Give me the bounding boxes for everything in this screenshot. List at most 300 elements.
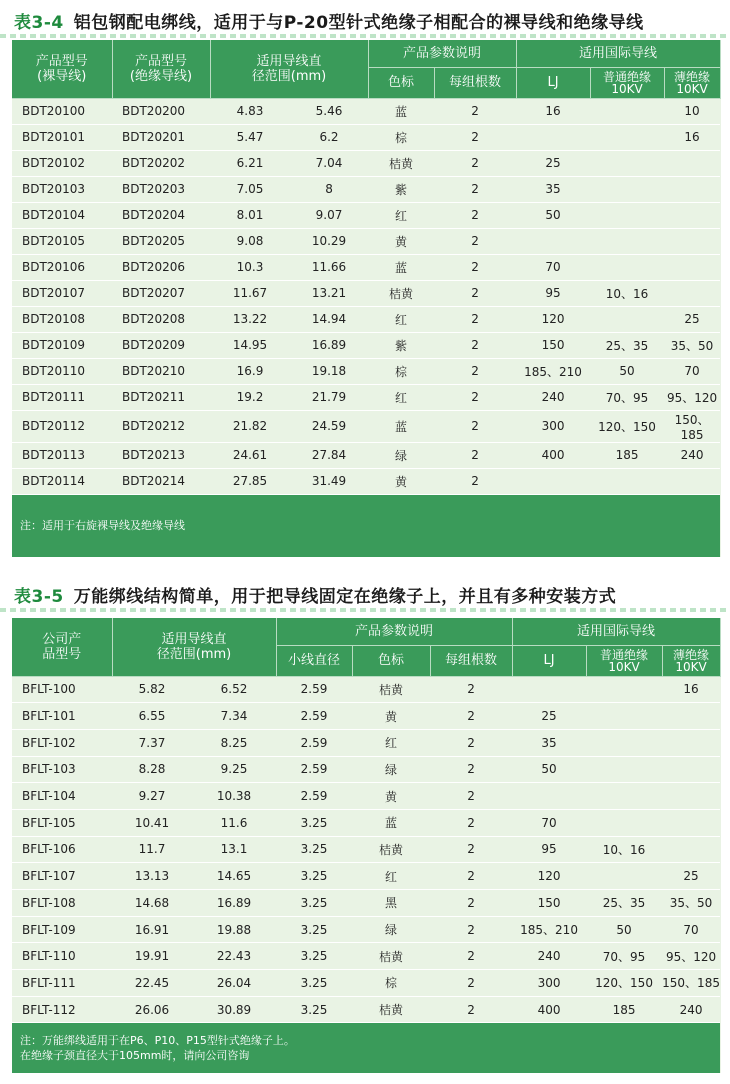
- normal-insulation-cell: [586, 809, 662, 836]
- model-insulated-cell: BDT20214: [112, 468, 210, 494]
- model-bare-cell: BDT20104: [12, 202, 112, 228]
- model-bare-cell: BDT20106: [12, 254, 112, 280]
- thin-insulation-cell: [662, 783, 720, 810]
- diameter-max-cell: 14.65: [192, 863, 276, 890]
- thin-insulation-cell: 70: [664, 358, 720, 384]
- thin-insulation-cell: [662, 703, 720, 730]
- model-cell: BFLT-110: [12, 943, 112, 970]
- thin-insulation-cell: [662, 729, 720, 756]
- header-normal-insulation: 普通绝缘 10KV: [590, 67, 664, 98]
- diameter-max-cell: 26.04: [192, 970, 276, 997]
- table-row: [12, 729, 720, 756]
- thin-insulation-cell: [662, 809, 720, 836]
- model-bare-cell: BDT20103: [12, 176, 112, 202]
- table-row: [12, 809, 720, 836]
- diameter-max-cell: 10.38: [192, 783, 276, 810]
- model-cell: BFLT-105: [12, 809, 112, 836]
- count-cell: 2: [434, 442, 516, 468]
- wire-diameter-cell: 2.59: [276, 783, 352, 810]
- color-cell: 蓝: [352, 809, 430, 836]
- lj-cell: 300: [516, 410, 590, 442]
- normal-insulation-cell: [586, 756, 662, 783]
- normal-insulation-cell: [590, 176, 664, 202]
- table-row: [12, 468, 720, 494]
- color-cell: 棕: [368, 124, 434, 150]
- header-intl: 适用国际导线: [516, 40, 720, 67]
- color-cell: 红: [368, 306, 434, 332]
- table-row: [12, 916, 720, 943]
- model-insulated-cell: BDT20212: [112, 410, 210, 442]
- model-bare-cell: BDT20108: [12, 306, 112, 332]
- diameter-min-cell: 19.2: [210, 384, 290, 410]
- model-insulated-cell: BDT20200: [112, 98, 210, 124]
- count-cell: 2: [434, 358, 516, 384]
- header-params: 产品参数说明: [276, 618, 512, 645]
- normal-insulation-cell: [586, 676, 662, 703]
- color-cell: 黄: [352, 783, 430, 810]
- lj-cell: 150: [512, 890, 586, 917]
- model-insulated-cell: BDT20201: [112, 124, 210, 150]
- diameter-max-cell: 19.88: [192, 916, 276, 943]
- count-cell: 2: [434, 332, 516, 358]
- wire-diameter-cell: 3.25: [276, 809, 352, 836]
- normal-insulation-cell: [590, 98, 664, 124]
- lj-cell: 70: [512, 809, 586, 836]
- thin-insulation-cell: 240: [664, 442, 720, 468]
- count-cell: 2: [430, 756, 512, 783]
- wire-diameter-cell: 2.59: [276, 703, 352, 730]
- color-cell: 黄: [352, 703, 430, 730]
- normal-insulation-cell: [586, 783, 662, 810]
- normal-insulation-cell: 70、95: [590, 384, 664, 410]
- diameter-max-cell: 7.04: [290, 150, 368, 176]
- table-row: [12, 280, 720, 306]
- model-insulated-cell: BDT20205: [112, 228, 210, 254]
- color-cell: 桔黄: [368, 150, 434, 176]
- diameter-max-cell: 13.1: [192, 836, 276, 863]
- count-cell: 2: [430, 943, 512, 970]
- diameter-max-cell: 16.89: [290, 332, 368, 358]
- model-cell: BFLT-107: [12, 863, 112, 890]
- model-bare-cell: BDT20105: [12, 228, 112, 254]
- wire-diameter-cell: 3.25: [276, 890, 352, 917]
- table1-note: 注：适用于右旋裸导线及绝缘导线: [12, 494, 720, 557]
- diameter-min-cell: 8.28: [112, 756, 192, 783]
- model-insulated-cell: BDT20210: [112, 358, 210, 384]
- lj-cell: 120: [516, 306, 590, 332]
- lj-cell: 25: [516, 150, 590, 176]
- color-cell: 桔黄: [352, 836, 430, 863]
- normal-insulation-cell: 50: [590, 358, 664, 384]
- model-cell: BFLT-100: [12, 676, 112, 703]
- model-insulated-cell: BDT20208: [112, 306, 210, 332]
- thin-insulation-cell: 95、120: [662, 943, 720, 970]
- diameter-max-cell: 8.25: [192, 729, 276, 756]
- diameter-min-cell: 7.05: [210, 176, 290, 202]
- model-cell: BFLT-112: [12, 996, 112, 1023]
- diameter-max-cell: 8: [290, 176, 368, 202]
- diameter-min-cell: 14.95: [210, 332, 290, 358]
- model-insulated-cell: BDT20202: [112, 150, 210, 176]
- thin-insulation-cell: 16: [662, 676, 720, 703]
- thin-insulation-cell: 16: [664, 124, 720, 150]
- diameter-max-cell: 24.59: [290, 410, 368, 442]
- normal-insulation-cell: 50: [586, 916, 662, 943]
- wire-diameter-cell: 2.59: [276, 756, 352, 783]
- count-cell: 2: [430, 970, 512, 997]
- count-cell: 2: [434, 176, 516, 202]
- normal-insulation-cell: [586, 863, 662, 890]
- diameter-max-cell: 11.6: [192, 809, 276, 836]
- count-cell: 2: [434, 202, 516, 228]
- normal-insulation-cell: [590, 124, 664, 150]
- diameter-min-cell: 10.41: [112, 809, 192, 836]
- table-row: [12, 202, 720, 228]
- normal-insulation-cell: 25、35: [590, 332, 664, 358]
- diameter-min-cell: 6.55: [112, 703, 192, 730]
- table-row: [12, 332, 720, 358]
- wire-diameter-cell: 3.25: [276, 916, 352, 943]
- lj-cell: 50: [516, 202, 590, 228]
- lj-cell: 50: [512, 756, 586, 783]
- wire-diameter-cell: 3.25: [276, 943, 352, 970]
- diameter-min-cell: 7.37: [112, 729, 192, 756]
- model-bare-cell: BDT20114: [12, 468, 112, 494]
- count-cell: 2: [434, 280, 516, 306]
- thin-insulation-cell: [664, 176, 720, 202]
- count-cell: 2: [434, 306, 516, 332]
- table-row: [12, 442, 720, 468]
- thin-insulation-cell: [664, 202, 720, 228]
- diameter-max-cell: 9.25: [192, 756, 276, 783]
- title-divider: [0, 34, 730, 38]
- header-intl: 适用国际导线: [512, 618, 720, 645]
- table-row: [12, 410, 720, 442]
- color-cell: 桔黄: [352, 943, 430, 970]
- diameter-max-cell: 5.46: [290, 98, 368, 124]
- normal-insulation-cell: 25、35: [586, 890, 662, 917]
- lj-cell: 300: [512, 970, 586, 997]
- model-bare-cell: BDT20101: [12, 124, 112, 150]
- diameter-min-cell: 4.83: [210, 98, 290, 124]
- model-cell: BFLT-111: [12, 970, 112, 997]
- count-cell: 2: [430, 996, 512, 1023]
- table-row: [12, 176, 720, 202]
- normal-insulation-cell: 120、150: [586, 970, 662, 997]
- normal-insulation-cell: [590, 150, 664, 176]
- table1-number: 表3-4: [14, 12, 64, 33]
- thin-insulation-cell: 150、185: [664, 410, 720, 442]
- header-diameter-range: 适用导线直 径范围(mm): [112, 618, 276, 676]
- count-cell: 2: [434, 384, 516, 410]
- table2-number: 表3-5: [14, 586, 64, 607]
- model-cell: BFLT-103: [12, 756, 112, 783]
- normal-insulation-cell: [590, 306, 664, 332]
- table-row: [12, 254, 720, 280]
- diameter-min-cell: 26.06: [112, 996, 192, 1023]
- diameter-max-cell: 10.29: [290, 228, 368, 254]
- normal-insulation-cell: 10、16: [590, 280, 664, 306]
- color-cell: 黑: [352, 890, 430, 917]
- wire-diameter-cell: 2.59: [276, 729, 352, 756]
- lj-cell: 35: [516, 176, 590, 202]
- count-cell: 2: [430, 729, 512, 756]
- wire-diameter-cell: 2.59: [276, 676, 352, 703]
- table-row: [12, 970, 720, 997]
- table-row: [12, 863, 720, 890]
- header-params: 产品参数说明: [368, 40, 516, 67]
- count-cell: 2: [430, 863, 512, 890]
- count-cell: 2: [434, 254, 516, 280]
- model-insulated-cell: BDT20203: [112, 176, 210, 202]
- lj-cell: 120: [512, 863, 586, 890]
- normal-insulation-cell: 185: [590, 442, 664, 468]
- header-thin-insulation: 薄绝缘 10KV: [662, 645, 720, 676]
- diameter-max-cell: 13.21: [290, 280, 368, 306]
- normal-insulation-cell: 120、150: [590, 410, 664, 442]
- diameter-max-cell: 31.49: [290, 468, 368, 494]
- diameter-min-cell: 24.61: [210, 442, 290, 468]
- model-bare-cell: BDT20110: [12, 358, 112, 384]
- table-row: [12, 358, 720, 384]
- header-normal-insulation: 普通绝缘 10KV: [586, 645, 662, 676]
- diameter-min-cell: 27.85: [210, 468, 290, 494]
- count-cell: 2: [434, 98, 516, 124]
- diameter-max-cell: 21.79: [290, 384, 368, 410]
- thin-insulation-cell: [664, 228, 720, 254]
- lj-cell: 400: [516, 442, 590, 468]
- diameter-min-cell: 10.3: [210, 254, 290, 280]
- table-row: [12, 703, 720, 730]
- normal-insulation-cell: [590, 468, 664, 494]
- model-bare-cell: BDT20100: [12, 98, 112, 124]
- diameter-max-cell: 11.66: [290, 254, 368, 280]
- table-row: [12, 783, 720, 810]
- model-bare-cell: BDT20107: [12, 280, 112, 306]
- normal-insulation-cell: [590, 228, 664, 254]
- thin-insulation-cell: [664, 150, 720, 176]
- count-cell: 2: [430, 809, 512, 836]
- header-model-bare: 产品型号 (裸导线): [12, 40, 112, 98]
- table-row: [12, 98, 720, 124]
- lj-cell: 95: [512, 836, 586, 863]
- thin-insulation-cell: [664, 254, 720, 280]
- lj-cell: 25: [512, 703, 586, 730]
- thin-insulation-cell: [664, 280, 720, 306]
- diameter-min-cell: 16.9: [210, 358, 290, 384]
- table-row: [12, 228, 720, 254]
- color-cell: 红: [352, 729, 430, 756]
- color-cell: 紫: [368, 176, 434, 202]
- lj-cell: 95: [516, 280, 590, 306]
- color-cell: 红: [352, 863, 430, 890]
- model-insulated-cell: BDT20207: [112, 280, 210, 306]
- thin-insulation-cell: 70: [662, 916, 720, 943]
- wire-diameter-cell: 3.25: [276, 836, 352, 863]
- model-cell: BFLT-108: [12, 890, 112, 917]
- header-model-insulated: 产品型号 (绝缘导线): [112, 40, 210, 98]
- model-bare-cell: BDT20102: [12, 150, 112, 176]
- thin-insulation-cell: 35、50: [662, 890, 720, 917]
- diameter-min-cell: 22.45: [112, 970, 192, 997]
- diameter-min-cell: 11.67: [210, 280, 290, 306]
- model-cell: BFLT-101: [12, 703, 112, 730]
- diameter-min-cell: 19.91: [112, 943, 192, 970]
- diameter-max-cell: 6.52: [192, 676, 276, 703]
- diameter-max-cell: 16.89: [192, 890, 276, 917]
- count-cell: 2: [430, 836, 512, 863]
- diameter-min-cell: 8.01: [210, 202, 290, 228]
- model-bare-cell: BDT20109: [12, 332, 112, 358]
- model-cell: BFLT-109: [12, 916, 112, 943]
- count-cell: 2: [430, 703, 512, 730]
- lj-cell: [512, 783, 586, 810]
- model-bare-cell: BDT20111: [12, 384, 112, 410]
- model-insulated-cell: BDT20209: [112, 332, 210, 358]
- thin-insulation-cell: 25: [664, 306, 720, 332]
- color-cell: 红: [368, 384, 434, 410]
- model-bare-cell: BDT20112: [12, 410, 112, 442]
- model-bare-cell: BDT20113: [12, 442, 112, 468]
- table2: [12, 618, 721, 1073]
- diameter-min-cell: 6.21: [210, 150, 290, 176]
- normal-insulation-cell: [586, 703, 662, 730]
- table-row: [12, 996, 720, 1023]
- header-wire-diameter: 小线直径: [276, 645, 352, 676]
- color-cell: 桔黄: [352, 996, 430, 1023]
- model-cell: BFLT-106: [12, 836, 112, 863]
- header-count: 每组根数: [434, 67, 516, 98]
- table-row: [12, 836, 720, 863]
- thin-insulation-cell: [664, 468, 720, 494]
- lj-cell: 185、210: [516, 358, 590, 384]
- table2-note: 注：万能绑线适用于在P6、P10、P15型针式绝缘子上。 在绝缘子颈直径大于105mm时，请向公司咨询: [12, 1023, 720, 1074]
- color-cell: 红: [368, 202, 434, 228]
- lj-cell: [516, 228, 590, 254]
- lj-cell: 16: [516, 98, 590, 124]
- diameter-max-cell: 30.89: [192, 996, 276, 1023]
- normal-insulation-cell: [590, 202, 664, 228]
- thin-insulation-cell: 95、120: [664, 384, 720, 410]
- normal-insulation-cell: [586, 729, 662, 756]
- count-cell: 2: [434, 150, 516, 176]
- wire-diameter-cell: 3.25: [276, 996, 352, 1023]
- model-cell: BFLT-104: [12, 783, 112, 810]
- diameter-min-cell: 5.82: [112, 676, 192, 703]
- diameter-min-cell: 5.47: [210, 124, 290, 150]
- diameter-max-cell: 7.34: [192, 703, 276, 730]
- color-cell: 绿: [352, 756, 430, 783]
- thin-insulation-cell: 25: [662, 863, 720, 890]
- header-model: 公司产 品型号: [12, 618, 112, 676]
- count-cell: 2: [434, 124, 516, 150]
- title-divider: [0, 608, 730, 612]
- model-cell: BFLT-102: [12, 729, 112, 756]
- thin-insulation-cell: 35、50: [664, 332, 720, 358]
- table-row: [12, 943, 720, 970]
- table-row: [12, 306, 720, 332]
- header-thin-insulation: 薄绝缘 10KV: [664, 67, 720, 98]
- table-row: [12, 756, 720, 783]
- table-row: [12, 150, 720, 176]
- thin-insulation-cell: 240: [662, 996, 720, 1023]
- lj-cell: 400: [512, 996, 586, 1023]
- diameter-min-cell: 11.7: [112, 836, 192, 863]
- wire-diameter-cell: 3.25: [276, 970, 352, 997]
- model-insulated-cell: BDT20204: [112, 202, 210, 228]
- color-cell: 桔黄: [368, 280, 434, 306]
- table1-title-text: 铝包钢配电绑线，适用于与P-20型针式绝缘子相配合的裸导线和绝缘导线: [73, 12, 644, 33]
- lj-cell: 35: [512, 729, 586, 756]
- normal-insulation-cell: 185: [586, 996, 662, 1023]
- diameter-max-cell: 19.18: [290, 358, 368, 384]
- lj-cell: 70: [516, 254, 590, 280]
- thin-insulation-cell: [662, 836, 720, 863]
- table1: [12, 40, 721, 557]
- lj-cell: [516, 124, 590, 150]
- diameter-min-cell: 13.13: [112, 863, 192, 890]
- count-cell: 2: [430, 676, 512, 703]
- color-cell: 黄: [368, 468, 434, 494]
- diameter-max-cell: 22.43: [192, 943, 276, 970]
- color-cell: 蓝: [368, 410, 434, 442]
- count-cell: 2: [434, 468, 516, 494]
- diameter-max-cell: 6.2: [290, 124, 368, 150]
- normal-insulation-cell: 10、16: [586, 836, 662, 863]
- count-cell: 2: [430, 783, 512, 810]
- color-cell: 黄: [368, 228, 434, 254]
- diameter-min-cell: 13.22: [210, 306, 290, 332]
- header-lj: LJ: [516, 67, 590, 98]
- header-diameter-range: 适用导线直 径范围(mm): [210, 40, 368, 98]
- lj-cell: 150: [516, 332, 590, 358]
- normal-insulation-cell: 70、95: [586, 943, 662, 970]
- table2-title: [0, 576, 730, 612]
- model-insulated-cell: BDT20213: [112, 442, 210, 468]
- header-color: 色标: [368, 67, 434, 98]
- table-row: [12, 384, 720, 410]
- color-cell: 棕: [368, 358, 434, 384]
- thin-insulation-cell: 150、185: [662, 970, 720, 997]
- model-insulated-cell: BDT20211: [112, 384, 210, 410]
- table-row: [12, 676, 720, 703]
- table-row: [12, 890, 720, 917]
- color-cell: 绿: [352, 916, 430, 943]
- diameter-max-cell: 9.07: [290, 202, 368, 228]
- lj-cell: 185、210: [512, 916, 586, 943]
- diameter-min-cell: 9.27: [112, 783, 192, 810]
- count-cell: 2: [434, 410, 516, 442]
- color-cell: 蓝: [368, 254, 434, 280]
- thin-insulation-cell: 10: [664, 98, 720, 124]
- lj-cell: [512, 676, 586, 703]
- diameter-max-cell: 27.84: [290, 442, 368, 468]
- table-row: [12, 124, 720, 150]
- thin-insulation-cell: [662, 756, 720, 783]
- header-color: 色标: [352, 645, 430, 676]
- color-cell: 绿: [368, 442, 434, 468]
- table2-title-text: 万能绑线结构简单，用于把导线固定在绝缘子上，并且有多种安装方式: [73, 586, 617, 607]
- count-cell: 2: [430, 890, 512, 917]
- lj-cell: [516, 468, 590, 494]
- lj-cell: 240: [512, 943, 586, 970]
- color-cell: 蓝: [368, 98, 434, 124]
- diameter-min-cell: 14.68: [112, 890, 192, 917]
- diameter-min-cell: 9.08: [210, 228, 290, 254]
- lj-cell: 240: [516, 384, 590, 410]
- diameter-min-cell: 16.91: [112, 916, 192, 943]
- color-cell: 棕: [352, 970, 430, 997]
